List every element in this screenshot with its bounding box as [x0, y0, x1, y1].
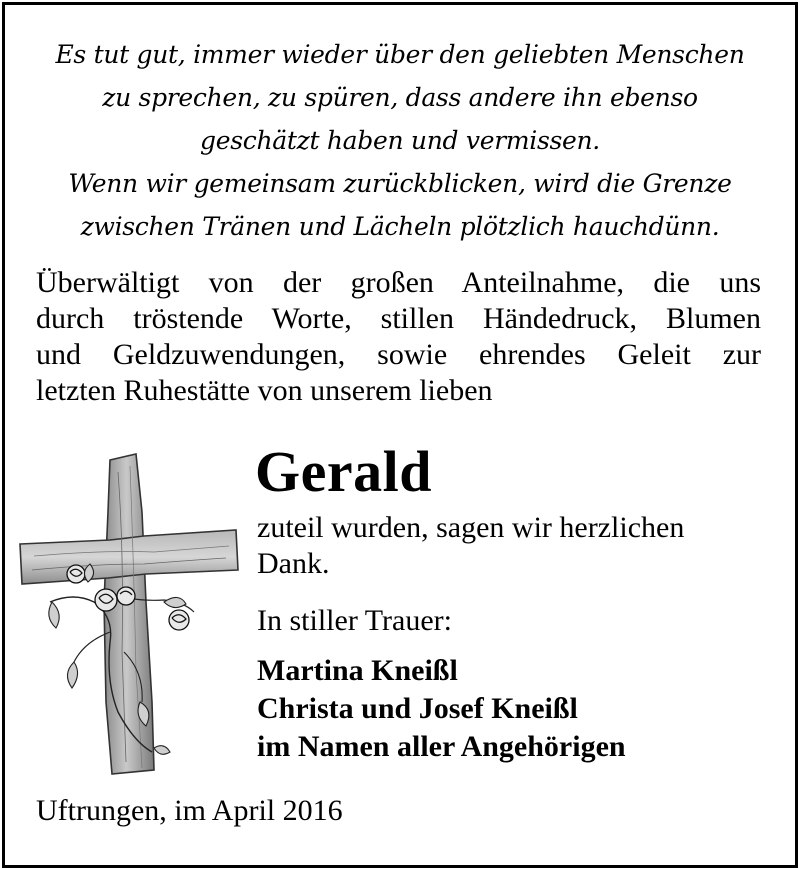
deceased-name: Gerald — [255, 439, 432, 504]
memorial-poem — [20, 33, 780, 248]
signer-name: Martina Kneißl — [257, 654, 458, 687]
thanks-line: zuteil wurden, sagen wir herzlichen — [257, 511, 685, 544]
poem-line: Wenn wir gemeinsam zurückblicken, wird die Grenze — [68, 169, 732, 198]
poem-line: geschätzt haben und vermissen. — [200, 126, 600, 155]
paragraph-line: und Geldzuwendungen, sowie ehrendes Geleit zur — [36, 338, 761, 371]
mourning-label: In stiller Trauer: — [257, 604, 452, 637]
place-and-date: Uftrungen, im April 2016 — [36, 794, 343, 827]
paragraph-line: Überwältigt von der großen Anteilnahme, die uns — [36, 266, 761, 299]
cross-with-roses-icon — [14, 452, 244, 782]
signers-block — [257, 652, 626, 766]
poem-line: zu sprechen, zu spüren, dass andere ihn ebenso — [102, 83, 698, 112]
signer-name: im Namen aller Angehörigen — [257, 730, 626, 763]
poem-line: zwischen Tränen und Lächeln plötzlich hauchdünn. — [80, 212, 720, 241]
paragraph-line: letzten Ruhestätte von unserem lieben — [36, 374, 493, 407]
poem-line: Es tut gut, immer wieder über den geliebten Menschen — [55, 40, 745, 69]
paragraph-line: durch tröstende Worte, stillen Händedruck, Blumen — [36, 302, 761, 335]
gratitude-paragraph — [36, 265, 761, 409]
signer-name: Christa und Josef Kneißl — [257, 692, 578, 725]
thanks-line: Dank. — [257, 547, 330, 580]
thanks-text — [257, 510, 757, 582]
